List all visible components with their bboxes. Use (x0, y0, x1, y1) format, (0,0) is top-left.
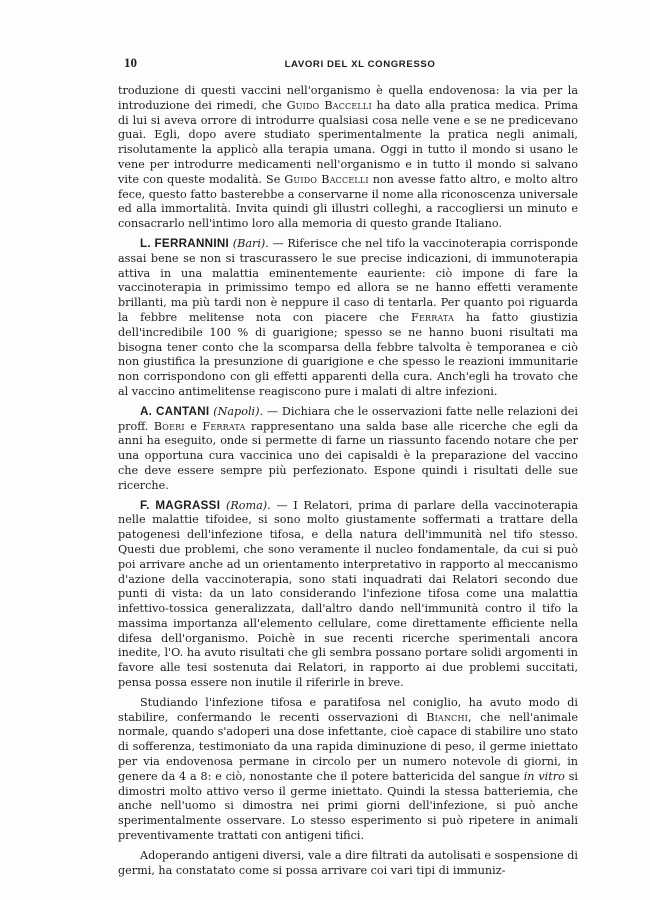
text-segment: non avesse fatto altro, e molto altro fece, questo fatto basterebbe a conservarne il nome alla riconoscenza universale ed alla immortalità. Invita quindi gli illustri colleghi, a raccogliersi un minuto e consacrarlo nell'intimo loro alla memoria di questo grande Italiano. (118, 172, 578, 231)
text-segment: e (184, 419, 203, 433)
text-segment: troduzione di questi vaccini nell'organismo è quella endovenosa: la via per la introduzione dei rimedi, che (118, 84, 578, 112)
person-name: Ferrata (202, 419, 246, 433)
page-number: 10 (124, 55, 137, 70)
speaker-place: (Napoli). (213, 404, 264, 418)
paragraph-magrassi (118, 499, 578, 691)
person-name: Guido Baccelli (286, 98, 372, 112)
text-segment: , che nell'animale normale, quando s'adoperi una dose infettante, cioè capace di stabilire uno stato di sofferenza, testimoniato da una rapida diminuzione di peso, il germe iniettato per via endovenosa permane in circolo per un numero notevole di giorni, in genere da 4 a 8: e ciò, nonostante che il potere battericida del sangue (118, 710, 578, 783)
speaker-name: F. MAGRASSI (140, 498, 221, 512)
text-segment: rappresentano una salda base alle ricerche che egli da anni ha eseguito, onde si permette di farne un riassunto facendo notare che per una opportuna cura vaccinica uno dei capisaldi è la preparazione del vaccino che deve essere sempre più perfezionato. Espone quindi i risultati delle sue ricerche. (118, 419, 578, 492)
text-segment: si dimostri molto attivo verso il germe iniettato. Quindi la stessa batteriemia, che anche nell'uomo si dimostra nei primi giorni dell'infezione, si può anche sperimentalmente osservare. Lo stesso esperimento si può ripetere in animali preventivamente trattati con antigeni tifici. (118, 769, 578, 843)
running-head: LAVORI DEL XL CONGRESSO (284, 59, 436, 70)
speaker-name: A. CANTANI (140, 404, 210, 418)
person-name: Bianchi (426, 710, 469, 724)
person-name: Ferrata (411, 310, 455, 324)
speaker-place: (Bari). (232, 236, 269, 250)
text-segment: — Riferisce che nel tifo la vaccinoterapia corrisponde assai bene se non si trascurassero le sue precise indicazioni, di immunoterapia attiva in una malattia eminentemente eauriente: ciò impone di fare la vaccinoterapia in primissimo tempo ed allora se ne hanno effetti veramente brillanti, ma più tardi non è neppure il caso di tentarla. Per quanto poi riguarda la febbre melitense nota con piacere che (118, 236, 578, 324)
text-segment: ha fatto giustizia dell'incredibile 100 % di guarigione; spesso se ne hanno buoni risultati ma bisogna tener conto che la scomparsa della febbre talvolta è temporanea e ciò non giustifica la presunzione di guarigione e che spesso le reazioni immunitarie non corrispondono con gli effetti apparenti della cura. Anch'egli ha trovato che al vaccino antimelitense reagiscono pure i malati di altre infezioni. (118, 310, 579, 398)
paragraph-intro (118, 84, 578, 232)
text-segment: — Dichiara che le osservazioni fatte nelle relazioni dei proff. (118, 404, 578, 433)
text-segment: Studiando l'infezione tifosa e paratifosa nel coniglio, ha avuto modo di stabilire, confermando le recenti osservazioni di (118, 695, 578, 724)
paragraph-studiando (118, 696, 578, 844)
paragraph-cantani (118, 405, 578, 494)
person-name: Guido Baccelli (284, 172, 369, 186)
body-text (118, 84, 578, 883)
text-segment: Adoperando antigeni diversi, vale a dire filtrati da autolisati e sospensione di germi, ha constatato come si possa arrivare coi vari tipi di immuniz- (118, 848, 578, 877)
person-name: Boeri (153, 419, 185, 433)
italic-term: in vitro (523, 769, 565, 783)
paragraph-ferrannini (118, 237, 578, 400)
text-segment: ha dato alla pratica medica. Prima di lui si aveva orrore di introdurre qualsiasi cosa nelle vene e se ne predicevano guai. Egli, dopo avere studiato sperimentalmente la pratica negli animali, risolutamente la applicò alla terapia umana. Oggi in tutto il mondo si usano le vene per introdurre medicamenti nell'organismo e in tutto il mondo si salvano vite con queste modalità. Se (118, 98, 579, 186)
speaker-name: L. FERRANNINI (140, 236, 230, 250)
paragraph-adoperando (118, 849, 578, 879)
speaker-place: (Roma). (225, 498, 271, 512)
text-segment: — I Relatori, prima di parlare della vaccinoterapia nelle malattie tifoidee, si sono molto giustamente soffermati a trattare della patogenesi dell'infezione tifosa, e della natura dell'immunità nel tifo stesso. Questi due problemi, che sono veramente il nucleo fondamentale, da cui si può poi arrivare anche ad un orientamento interpretativo in rapporto al meccanismo d'azione della vaccinoterapia, sono stati inquadrati dai Relatori secondo due punti di vista: da un lato considerando l'infezione tifosa come una malattia infettivo-tossica generalizzata, dall'altro dando nell'immunità contro il tifo la massima importanza all'elemento cellulare, come direttamente efficiente nella difesa dell'organismo. Poichè in sue recenti ricerche sperimentali ancora inedite, l'O. ha avuto risultati che gli sembra possano portare solidi argomenti in favore alle tesi sostenuta dai Relatori, in rapporto ai due problemi succitati, pensa possa essere non inutile il riferirle in breve. (118, 498, 578, 690)
